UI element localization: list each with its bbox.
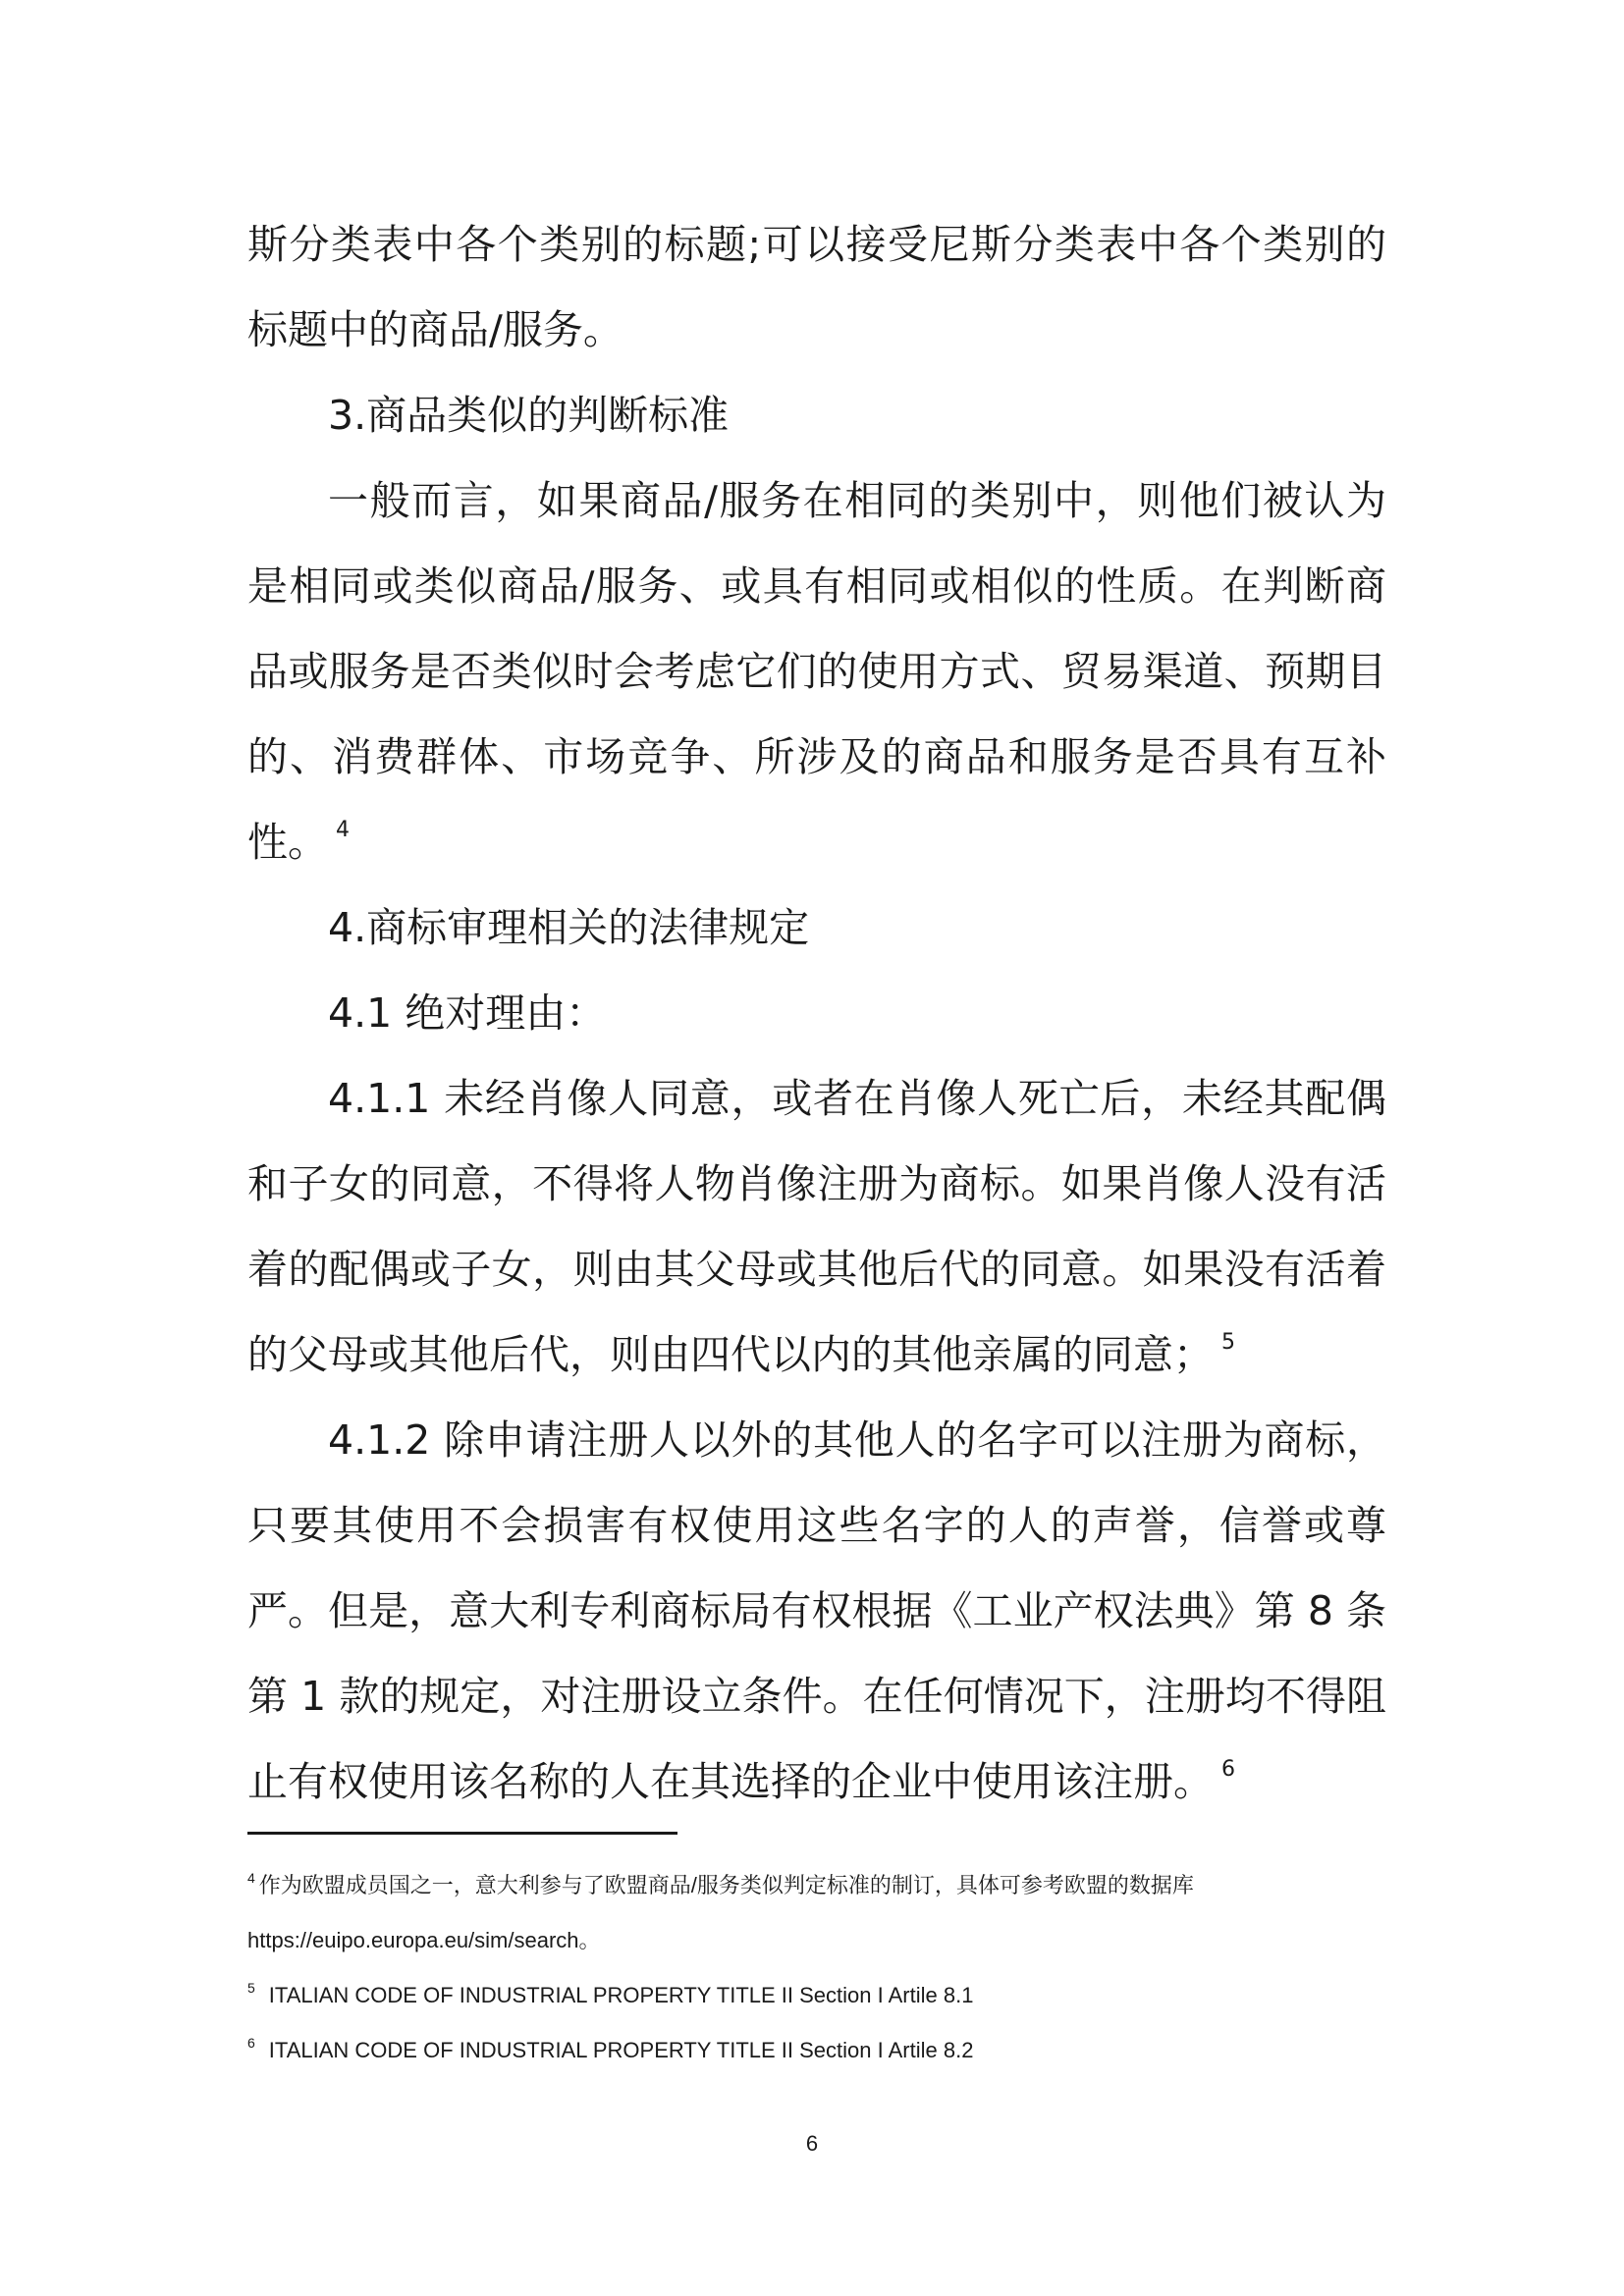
footnote-ref-4[interactable]: 4 xyxy=(336,818,350,842)
section-heading-4: 4.商标审理相关的法律规定 xyxy=(328,904,810,951)
paragraph-4-1-2: 4.1.2 除申请注册人以外的其他人的名字可以注册为商标，只要其使用不会损害有权使用这些名字的人的声誉，信誉或尊严。但是，意大利专利商标局有权根据《工业产权法典》第 8 条第 1 款的规定，对注册设立条件。在任何情况下，注册均不得阻止有权使用该名称的人在其选择的企业中使用该注册。 $^6$ xyxy=(247,1416,1386,1805)
footnote-separator xyxy=(247,1832,677,1835)
footnote-4-text: 作为欧盟成员国之一，意大利参与了欧盟商品/服务类似判定标准的制订，具体可参考欧盟的数据库 xyxy=(258,1873,1194,1897)
paragraph-continuation: 斯分类表中各个类别的标题;可以接受尼斯分类表中各个类别的标题中的商品/服务。 xyxy=(247,221,1386,353)
footnote-4 xyxy=(247,1858,1386,1913)
page-number: 6 xyxy=(805,2131,819,2156)
paragraph-4-1-1: 4.1.1 未经肖像人同意，或者在肖像人死亡后，未经其配偶和子女的同意，不得将人物肖像注册为商标。如果肖像人没有活着的配偶或子女，则由其父母或其他后代的同意。如果没有活着的父母或其他后代，则由四代以内的其他亲属的同意； $^5$ xyxy=(247,1075,1386,1378)
footnote-ref-5[interactable]: 5 xyxy=(1221,1330,1235,1355)
subsection-heading-4-1: 4.1 绝对理由： xyxy=(328,989,607,1037)
footnote-mark-4: 4 xyxy=(247,1870,255,1886)
footnote-ref-6[interactable]: 6 xyxy=(1221,1757,1235,1782)
footnote-5-text: ITALIAN CODE OF INDUSTRIAL PROPERTY TITLE II Section I Artile 8.1 xyxy=(268,1983,974,2007)
footnote-6 xyxy=(247,2023,1386,2078)
section-heading-3: 3.商品类似的判断标准 xyxy=(328,392,730,439)
footnote-5 xyxy=(247,1968,1386,2023)
footnote-mark-6: 6 xyxy=(247,2035,255,2051)
footnote-mark-5: 5 xyxy=(247,1980,255,1996)
footnote-4-url[interactable] xyxy=(247,1913,1386,1968)
footnote-4-link[interactable]: https://euipo.europa.eu/sim/search。 xyxy=(247,1928,601,1952)
body-text xyxy=(247,202,1386,1825)
footnotes xyxy=(247,1858,1386,2078)
paragraph-similarity-criteria: 一般而言，如果商品/服务在相同的类别中，则他们被认为是相同或类似商品/服务、或具有相同或相似的性质。在判断商品或服务是否类似时会考虑它们的使用方式、贸易渠道、预期目的、消费群体、市场竞争、所涉及的商品和服务是否具有互补性。 $^4$ xyxy=(247,477,1386,866)
footnote-6-text: ITALIAN CODE OF INDUSTRIAL PROPERTY TITLE II Section I Artile 8.2 xyxy=(268,2038,974,2062)
